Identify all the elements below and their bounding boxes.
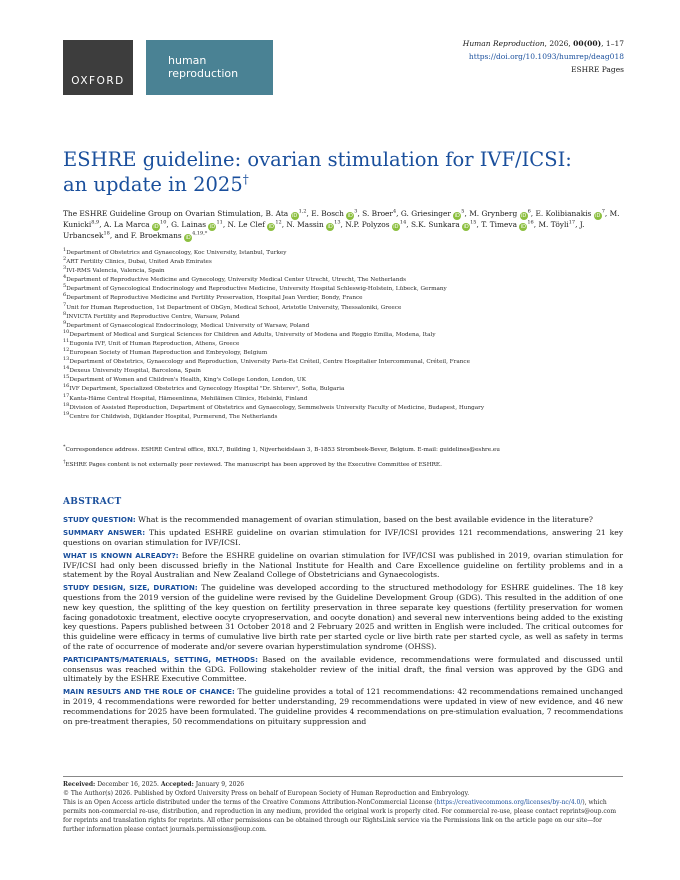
affiliation-text: IVF Department, Specialized Obstetrics and Gynecology Hospital "Dr. Shterev", Sofia, Bulgaria <box>69 386 345 393</box>
author-separator: , <box>464 209 470 218</box>
orcid-icon[interactable]: iD <box>520 224 526 230</box>
orcid-icon[interactable]: iD <box>393 224 399 230</box>
accepted-date: January 9, 2026 <box>193 781 245 788</box>
affiliation-text: Department of Reproductive Medicine and Gynecology, University Medical Center Utrecht, Utrecht, The Netherlands <box>66 277 407 284</box>
affiliation-number: 6 <box>63 292 67 299</box>
affiliation-number: 17 <box>63 392 70 399</box>
author-name: S.K. Sunkara <box>410 220 460 229</box>
abstract-sections <box>63 515 623 726</box>
affiliation-item <box>63 328 623 340</box>
affiliation-item <box>63 376 623 385</box>
journal-citation <box>463 37 624 50</box>
correspondence-address <box>63 446 623 455</box>
license-text-b: ), which permits non-commercial re-use, distribution, and reproduction in any medium, provided the original work is properly cited. For commercial re-use, please contact reprints@oup.com for reprints and translation rights for reprints. All other permissions can be obtained through our RightsLink service via the Permissions link on the article page on our site—for further information please contact journals.permissions@oup.com. <box>63 799 617 833</box>
author-affiliation-sup: 14 <box>399 219 407 226</box>
orcid-icon[interactable]: iD <box>463 224 469 230</box>
affiliation-text: Unit for Human Reproduction, 1st Department of ObGyn, Medical School, Aristotle University, Thessaloniki, Greece <box>66 304 402 311</box>
affiliation-item <box>63 392 623 404</box>
affiliation-item <box>63 249 623 258</box>
abstract-section <box>63 655 623 684</box>
license-link[interactable]: https://creativecommons.org/licenses/by-nc/4.0/ <box>436 799 583 806</box>
affiliation-text: Department of Obstetrics, Gynaecology and Reproduction, University Paris-Est Créteil, Centre Hospitalier Intercommunal, Créteil, France <box>69 359 470 366</box>
journal-section: ESHRE Pages <box>571 65 624 74</box>
corr-text: Correspondence address. ESHRE Central office, BXL7, Building 1, Nijverheidslaan 3, B-1853 Strombeek-Bever, Belgium. E-mail: guidelines@eshre.eu <box>65 447 500 453</box>
affiliation-number: 15 <box>63 374 70 381</box>
footer-divider <box>63 776 623 777</box>
affiliation-text: Department of Gynecological Endocrinology and Reproductive Medicine, University Hospital Schleswig-Holstein, Lübeck, Germany <box>66 286 447 293</box>
abstract-section <box>63 528 623 548</box>
affiliation-number: 10 <box>63 328 70 335</box>
author-name: A. La Marca <box>103 220 150 229</box>
affiliation-number: 11 <box>63 338 70 345</box>
received-date: December 16, 2025. <box>95 781 161 788</box>
author-name: E. Bosch <box>311 209 344 218</box>
author-name: E. Kolibianakis <box>535 209 592 218</box>
author-affiliation-sup: 12 <box>275 219 282 226</box>
author-name: N.P. Polyzos <box>345 220 390 229</box>
affiliation-item <box>63 319 623 331</box>
hr-logo-line2: reproduction <box>168 67 239 80</box>
author-affiliation-sup: 11 <box>216 219 223 226</box>
affiliation-item <box>63 349 623 358</box>
abstract-section-text: The guideline was developed according to the structured methodology for ESHRE guidelines. The 18 key questions from the 2019 version of the guideline were revised by the Guideline Development Group (GDG). This resulted in the addition of one new key question, the splitting of the key question on fertility preservation in three separate key questions (fertility preservation for women facing gonadotoxic treatment, elective oocyte cryopreservation, and oocyte donation) and several new interventions being added to the existing key questions. Papers published between 31 October 2018 and 2 February 2025 and written in English were included. The critical outcomes for this guideline were efficacy in terms of cumulative live birth rate per started cycle or live birth rate per started cycle, as well as safety in terms of the rate of occurrence of moderate and/or severe ovarian hyperstimulation syndrome (OHSS). <box>63 583 624 651</box>
corr-mark: * <box>63 444 66 451</box>
affiliation-number: 12 <box>63 347 70 354</box>
affiliation-item <box>63 367 623 376</box>
author-name: B. Ata <box>265 209 289 218</box>
affiliation-text: INVICTA Fertility and Reproductive Centre, Warsaw, Poland <box>66 313 240 320</box>
journal-volume: 00(00) <box>573 39 602 48</box>
abstract-section <box>63 551 623 580</box>
author-separator: , <box>99 220 104 229</box>
affiliation-number: 5 <box>63 283 67 290</box>
author-name: N. Massin <box>286 220 324 229</box>
oxford-logo-text: OXFORD <box>71 75 125 87</box>
affiliation-number: 1 <box>63 247 67 254</box>
hr-logo-line1: human <box>168 54 207 67</box>
abstract-section <box>63 515 623 525</box>
abstract-heading: ABSTRACT <box>63 497 122 507</box>
orcid-icon[interactable]: iD <box>291 213 298 219</box>
affiliation-number: 2 <box>63 256 67 263</box>
author-separator: , <box>530 209 536 218</box>
abstract-section-label: SUMMARY ANSWER: <box>63 528 146 538</box>
abstract-section-label: MAIN RESULTS AND THE ROLE OF CHANCE: <box>63 687 235 697</box>
affiliation-text: ART Fertility Clinics, Dubai, United Arab Emirates <box>66 259 212 266</box>
author-separator: , <box>476 220 482 229</box>
orcid-icon[interactable]: iD <box>268 224 274 230</box>
author-name: T. Timeva <box>481 220 517 229</box>
affiliation-text: Department of Medical and Surgical Sciences for Children and Adults, University of Modena and Reggio Emilia, Modena, Italy <box>69 331 436 338</box>
affiliation-text: Dexeus University Hospital, Barcelona, Spain <box>69 368 201 375</box>
orcid-icon[interactable]: iD <box>520 213 527 219</box>
author-separator: , <box>281 220 287 229</box>
author-affiliation-sup: 6 <box>527 208 531 215</box>
affiliation-text: Eugonia IVF, Unit of Human Reproduction, Athens, Greece <box>69 340 240 347</box>
affiliation-number: 4 <box>63 274 67 281</box>
abstract-section-text: Based on the available evidence, recommendations were formulated and discussed until consensus was reached within the GDG. Following stakeholder review of the initial draft, the final version was approved by the GDG and ultimately by the ESHRE Executive Committee. <box>63 654 623 684</box>
author-affiliation-sup: 16 <box>527 219 534 226</box>
affiliation-text: Division of Assisted Reproduction, Department of Obstetrics and Gynaecology, Semmelweis University Faculty of Medicine, Budapest, Hungary <box>69 404 485 411</box>
received-label: Received: <box>63 781 96 788</box>
affiliation-number: 14 <box>63 365 70 372</box>
abstract-section-label: STUDY QUESTION: <box>63 515 136 524</box>
accepted-label: Accepted: <box>160 781 194 788</box>
human-reproduction-logo <box>146 40 273 95</box>
affiliation-item <box>63 301 623 313</box>
orcid-icon[interactable]: iD <box>327 224 333 230</box>
affiliation-item <box>63 267 623 276</box>
affiliation-text: European Society of Human Reproduction and Embryology, Belgium <box>69 350 268 357</box>
abstract-section-text: What is the recommended management of ovarian stimulation, based on the best available evidence in the literature? <box>138 515 593 524</box>
affiliation-item <box>63 358 623 367</box>
affiliation-list <box>63 249 623 422</box>
author-affiliation-sup: 8,9 <box>91 219 100 226</box>
orcid-icon[interactable]: iD <box>153 224 159 230</box>
author-name: J. Urbancsek <box>63 220 585 240</box>
journal-info <box>463 37 624 76</box>
author-affiliation-sup: 1,2 <box>298 208 307 215</box>
orcid-icon[interactable]: iD <box>185 235 191 241</box>
affiliation-text: Kanta-Häme Central Hospital, Hämeenlinna, Mehiläinen Clinics, Helsinki, Finland <box>69 395 308 402</box>
author-affiliation-sup: 15 <box>470 219 477 226</box>
author-separator: , <box>406 220 411 229</box>
abstract-section <box>63 583 623 651</box>
author-separator: , <box>306 209 312 218</box>
author-separator: , <box>396 209 401 218</box>
oxford-logo <box>63 40 133 95</box>
affiliation-item <box>63 410 623 422</box>
note-mark: † <box>63 459 66 466</box>
affiliation-item <box>63 294 623 303</box>
orcid-icon[interactable]: iD <box>595 213 601 219</box>
abstract <box>63 497 623 730</box>
copyright-line: © The Author(s) 2026. Published by Oxford University Press on behalf of European Society of Human Reproduction and Embryology. <box>63 790 470 797</box>
author-affiliation-sup: 4,19,* <box>192 230 208 237</box>
author-affiliation-sup: 4 <box>392 208 397 215</box>
abstract-section-label: PARTICIPANTS/MATERIALS, SETTING, METHODS: <box>63 654 258 664</box>
affiliation-number: 19 <box>63 410 70 417</box>
affiliation-text: Department of Obstetrics and Gynaecology, Koc University, Istanbul, Turkey <box>66 250 287 256</box>
abstract-section-label: STUDY DESIGN, SIZE, DURATION: <box>63 583 198 593</box>
affiliation-text: IVI-RMS Valencia, Valencia, Spain <box>66 268 165 275</box>
abstract-section <box>63 687 623 726</box>
affiliation-item <box>63 340 623 349</box>
article-title <box>63 147 623 197</box>
author-separator: , <box>340 220 346 229</box>
affiliation-number: 7 <box>63 301 67 308</box>
author-name: S. Broer <box>362 209 393 218</box>
author-affiliation-sup: 10 <box>160 219 167 226</box>
author-name: F. Broekmans <box>130 231 182 240</box>
author-separator: The ESHRE Guideline Group on Ovarian Stimulation, <box>63 209 266 218</box>
abstract-section-label: WHAT IS KNOWN ALREADY?: <box>63 550 179 560</box>
affiliation-text: Department of Reproductive Medicine and Fertility Preservation, Hospital Jean Verdier, Bondy, France <box>66 295 363 302</box>
author-name: N. Le Clef <box>227 220 265 229</box>
affiliation-item <box>63 310 623 322</box>
article-footer <box>63 780 623 834</box>
affiliation-item <box>63 285 623 294</box>
title-line-1: ESHRE guideline: ovarian stimulation for IVF/ICSI: <box>63 148 572 171</box>
affiliation-item <box>63 258 623 267</box>
author-separator: , <box>575 220 580 229</box>
author-list <box>63 209 623 242</box>
affiliation-number: 8 <box>63 310 67 317</box>
doi-link[interactable]: https://doi.org/10.1093/humrep/deag018 <box>468 52 624 61</box>
license-text-a: This is an Open Access article distributed under the terms of the Creative Commons Attribution-NonCommercial License ( <box>63 799 437 806</box>
affiliation-number: 3 <box>63 265 67 272</box>
journal-year: , 2026, <box>544 39 574 48</box>
note-text: ESHRE Pages content is not externally peer reviewed. The manuscript has been approved by the Executive Committee of ESHRE. <box>65 462 442 468</box>
author-separator: , <box>357 209 363 218</box>
orcid-icon[interactable]: iD <box>347 213 353 219</box>
affiliation-text: Department of Women and Children's Health, King's College London, London, UK <box>69 377 306 384</box>
author-name: G. Lainas <box>171 220 207 229</box>
orcid-icon[interactable]: iD <box>454 213 460 219</box>
author-separator: , <box>604 209 610 218</box>
title-line-2-text: an update in 2025 <box>63 173 243 196</box>
affiliation-item <box>63 385 623 394</box>
abstract-section-text: This updated ESHRE guideline on ovarian stimulation for IVF/ICSI provides 121 recommendations, answering 21 key questions on ovarian stimulation for IVF/ICSI. <box>63 528 623 547</box>
author-affiliation-sup: 3 <box>354 208 358 215</box>
affiliation-item <box>63 276 623 285</box>
author-separator: , <box>533 220 539 229</box>
eshre-pages-note <box>63 461 623 470</box>
author-separator: , <box>166 220 172 229</box>
author-affiliation-sup: 17 <box>568 219 576 226</box>
author-name: M. Grynberg <box>469 209 518 218</box>
author-separator: , <box>222 220 228 229</box>
affiliation-number: 9 <box>63 319 67 326</box>
author-name: M. Töyli <box>538 220 569 229</box>
received-accepted <box>63 780 623 789</box>
author-affiliation-sup: 18 <box>103 230 110 237</box>
affiliation-number: 13 <box>63 356 70 363</box>
title-line-2 <box>63 172 623 197</box>
license-text <box>63 798 623 834</box>
journal-pages: , 1–17 <box>601 39 624 48</box>
author-name: G. Griesinger <box>400 209 451 218</box>
affiliation-number: 16 <box>63 383 70 390</box>
author-affiliation-sup: 5 <box>461 208 465 215</box>
affiliation-item <box>63 401 623 413</box>
affiliation-text: Department of Gynaecological Endocrinology, Medical University of Warsaw, Poland <box>66 322 310 329</box>
author-name: M. Kunicki <box>63 209 620 229</box>
author-separator: , and <box>109 231 131 240</box>
journal-name: Human Reproduction <box>462 39 545 48</box>
abstract-section-text: The guideline provides a total of 121 recommendations: 42 recommendations remained unchanged in 2019, 4 recommendations were reworded for better understanding, 29 recommendations were updated in view of new evidence, and 46 new recommendations for 2025 have been formulated. The guideline provides 4 recommendations on pre-stimulation evaluation, 7 recommendations on pre-treatment therapies, 50 recommendations on pituitary suppression and <box>63 687 623 726</box>
orcid-icon[interactable]: iD <box>209 224 216 230</box>
abstract-section-text: Before the ESHRE guideline on ovarian stimulation for IVF/ICSI was published in 2019, ovarian stimulation for IVF/ICSI had only been discussed briefly in the National Institute for Health and Care Excellence guideline on fertility problems and in a statement by the Royal Australian and New Zealand College of Obstetricians and Gynaecologists. <box>63 550 623 580</box>
author-affiliation-sup: 7 <box>601 208 605 215</box>
affiliation-text: Centre for Childwish, Dijklander Hospital, Purmerend, The Netherlands <box>69 413 278 420</box>
author-affiliation-sup: 13 <box>334 219 341 226</box>
title-dagger: † <box>242 172 249 187</box>
affiliation-number: 18 <box>63 401 70 408</box>
